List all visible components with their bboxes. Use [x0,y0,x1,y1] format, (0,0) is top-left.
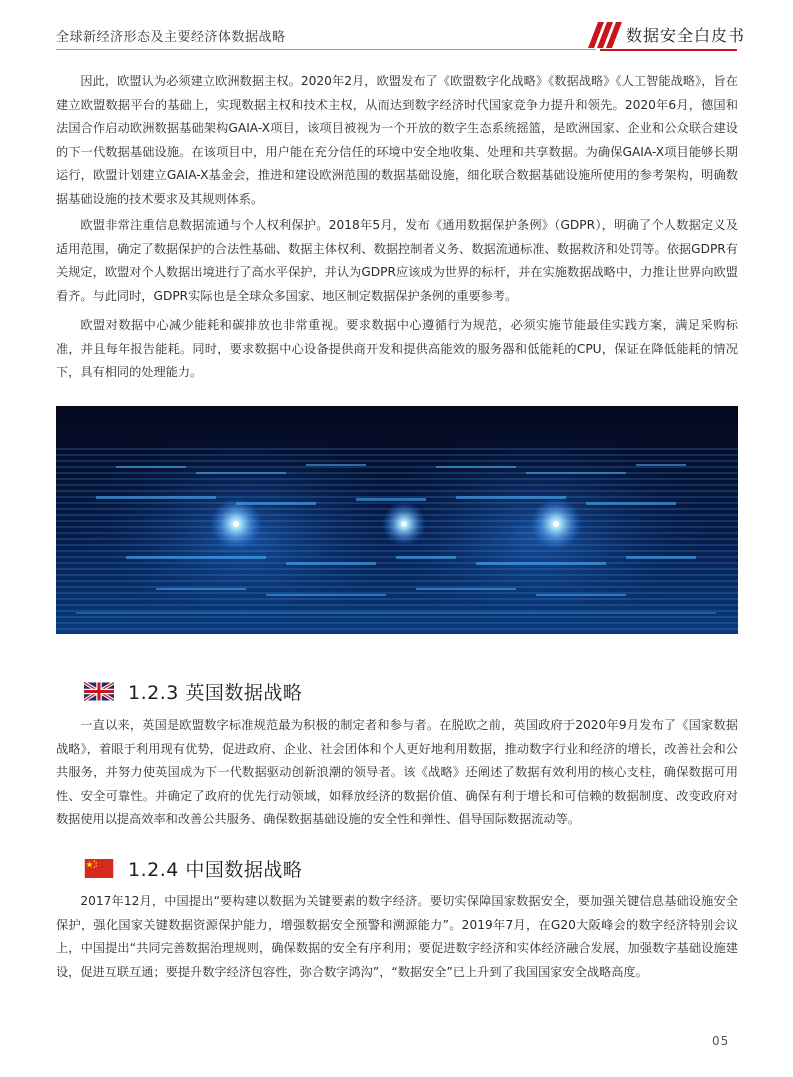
header-divider-line [56,49,596,50]
china-flag-icon [84,859,114,878]
uk-flag-icon [84,682,114,701]
header-accent-line [600,49,737,51]
header-document-title: 全球新经济形态及主要经济体数据战略 [56,30,286,45]
china-section-heading [84,855,302,881]
page-number: 05 [712,1034,730,1048]
digital-face-graphic [56,406,738,634]
page-header [0,0,793,52]
uk-paragraph: 一直以来，英国是欧盟数字标准规范最为积极的制定者和参与者。在脱欧之前，英国政府于2020年9月发布了《国家数据战略》，着眼于利用现有优势，促进政府、企业、社会团体和个人更好地利用数据，推动数字行业和经济的增长，改善社会和公共服务，并努力使英国成为下一代数据驱动创新浪潮的领导者。该《战略》还阐述了数据有效利用的核心支柱，确保数据可用性、安全可靠性。并确定了政府的优先行动领域，如释放经济的数据价值、确保有利于增长和可信赖的数据制度、改变政府对数据使用以提高效率和改善公共服务、确保数据基础设施的安全性和弹性、倡导国际数据流动等。 [56,718,738,826]
uk-section-heading [84,678,302,704]
china-paragraph: 2017年12月，中国提出“要构建以数据为关键要素的数字经济。要切实保障国家数据安全，要加强关键信息基础设施安全保护，强化国家关键数据资源保护能力，增强数据安全预警和溯源能力”。2019年7月，在G20大阪峰会的数字经济特别会议上，中国提出“共同完善数据治理规则，确保数据的安全有序利用；要促进数字经济和实体经济融合发展，加强数字基础设施建设，促进互联互通；要提升数字经济包容性，弥合数字鸿沟”，“数据安全”已上升到了我国国家安全战略高度。 [56,894,738,979]
eu-paragraph-1: 因此，欧盟认为必须建立欧洲数据主权。2020年2月，欧盟发布了《欧盟数字化战略》《数据战略》《人工智能战略》，旨在建立欧盟数据平台的基础上，实现数据主权和技术主权，从而达到数字经济时代国家竞争力提升和领先。2020年6月，德国和法国合作启动欧洲数据基础架构GAIA-X项目，该项目被视为一个开放的数字生态系统摇篮，是欧洲国家、企业和公众联合建设的下一代数据基础设施。在该项目中，用户能在充分信任的环境中安全地收集、处理和共享数据。为确保GAIA-X项目能够长期运行，欧盟计划建立GAIA-X基金会，推进和建设欧洲范围的数据基础设施，细化联合数据基础设施所使用的参考架构，明确数据基础设施的技术要求及其规则体系。 [56,74,738,206]
digital-face-banner-image [56,406,738,634]
uk-section-title: 1.2.3 英国数据战略 [128,681,303,704]
eu-paragraph-2: 欧盟非常注重信息数据流通与个人权利保护。2018年5月，发布《通用数据保护条例》（GDPR），明确了个人数据定义及适用范围，确定了数据保护的合法性基础、数据主体权利、数据控制者义务、数据流通标准、数据救济和处罚等。依据GDPR有关规定，欧盟对个人数据出境进行了高水平保护，并认为GDPR应该成为世界的标杆，并在实施数据战略中，力推让世界向欧盟看齐。与此同时，GDPR实际也是全球众多国家、地区制定数据保护条例的重要参考。 [56,218,738,303]
header-whitepaper-title: 数据安全白皮书 [626,26,746,45]
eu-paragraph-3: 欧盟对数据中心减少能耗和碳排放也非常重视。要求数据中心遵循行为规范，必须实施节能最佳实践方案，满足采购标准，并且每年报告能耗。同时，要求数据中心设备提供商开发和提供高能效的服务器和低能耗的CPU，保证在降低能耗的情况下，具有相同的处理能力。 [56,318,738,379]
header-stripes-icon [588,22,624,48]
china-section-title: 1.2.4 中国数据战略 [128,858,303,881]
